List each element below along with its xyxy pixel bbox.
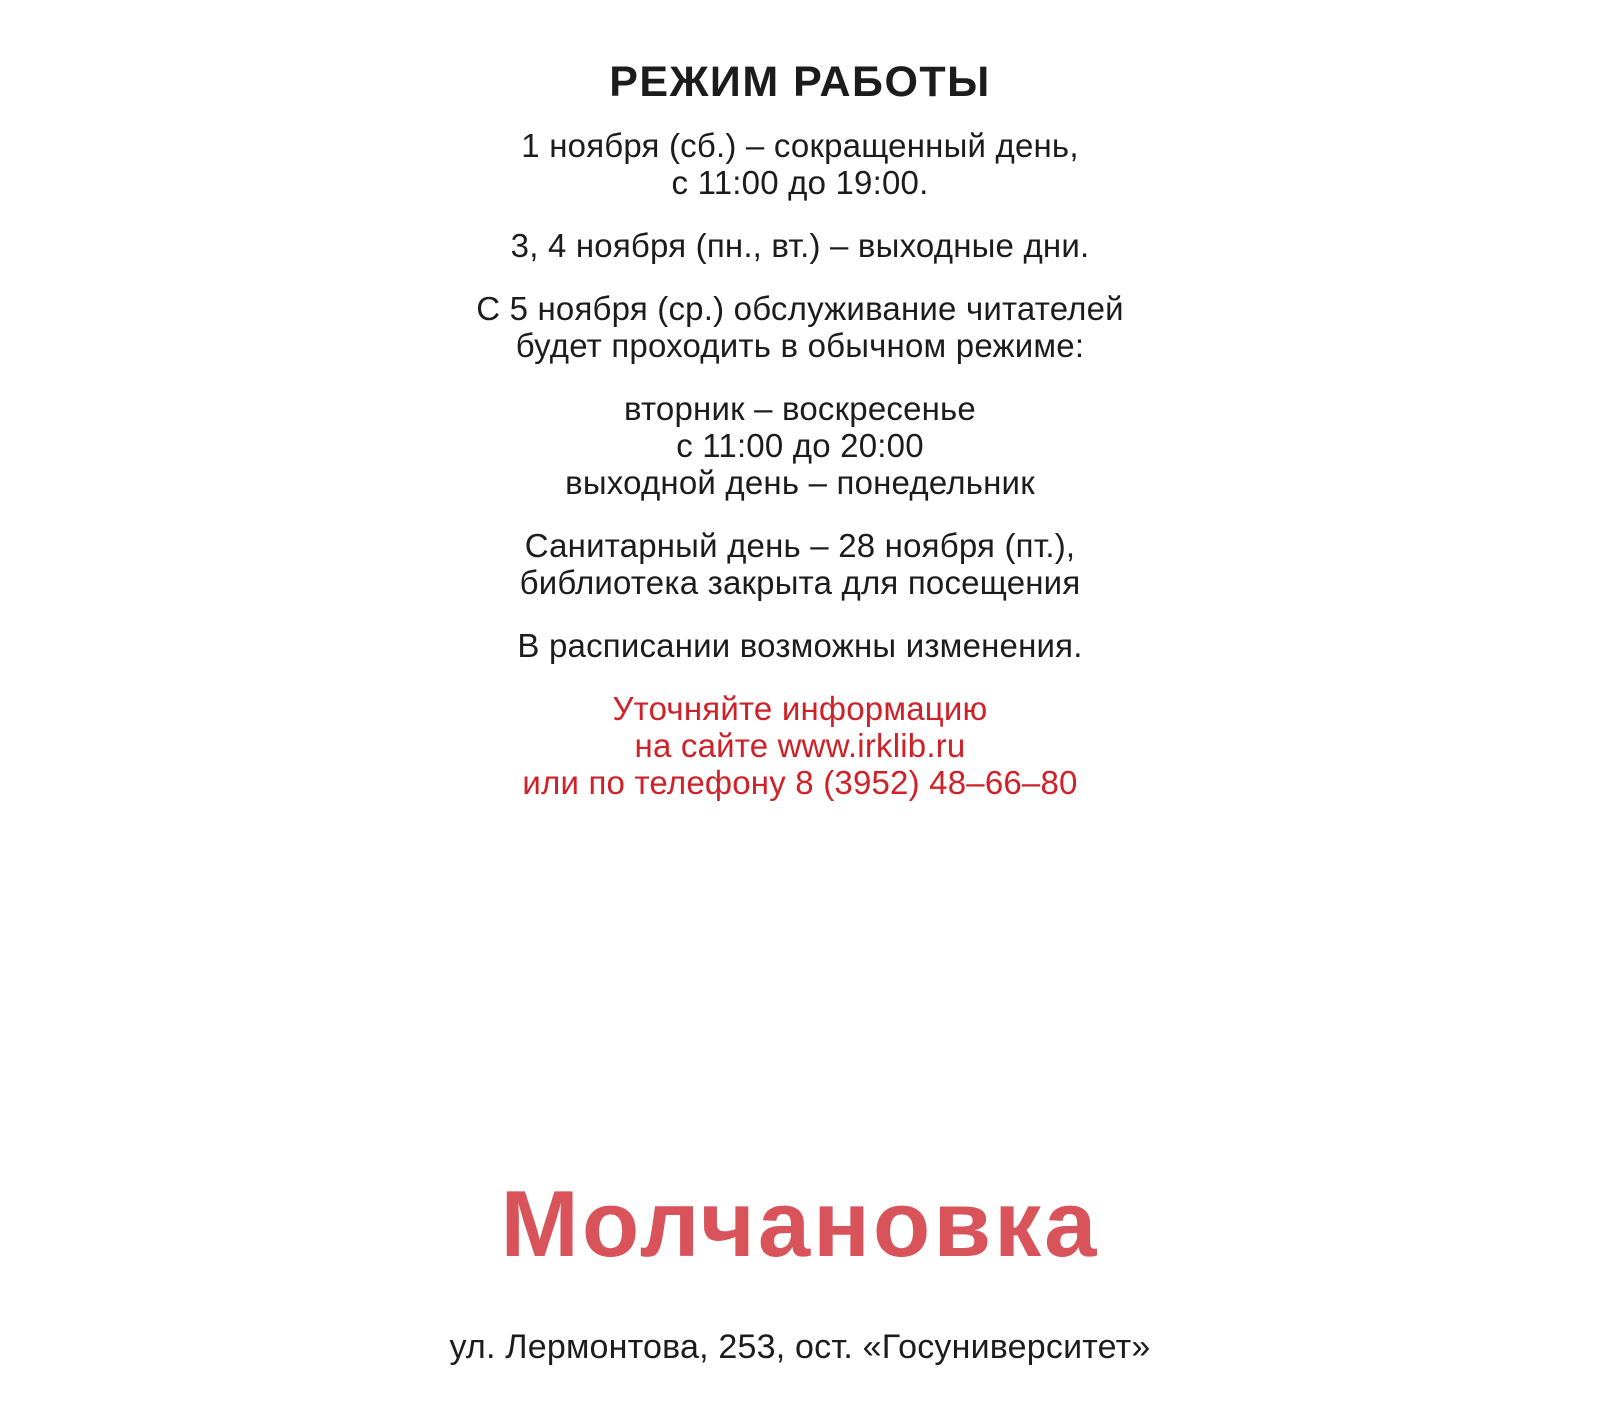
schedule-line: 1 ноября (сб.) – сокращенный день,: [521, 127, 1079, 164]
schedule-line: Санитарный день – 28 ноября (пт.),: [524, 527, 1076, 564]
contact-line-website: на сайте www.irklib.ru: [634, 727, 966, 764]
schedule-paragraph: [521, 127, 1078, 201]
contact-line: Уточняйте информацию: [612, 690, 988, 727]
schedule-line: вторник – воскресенье: [623, 390, 976, 427]
schedule-paragraph: [511, 227, 1090, 264]
schedule-line: с 11:00 до 19:00.: [671, 164, 929, 201]
contact-note: [522, 690, 1077, 801]
schedule-paragraph: [565, 390, 1035, 501]
address-line: ул. Лермонтова, 253, ост. «Госуниверситет»: [449, 1328, 1151, 1366]
schedule-paragraph: [520, 527, 1081, 601]
schedule-line: библиотека закрыта для посещения: [519, 564, 1081, 601]
schedule-paragraph: [517, 627, 1082, 664]
library-logo-wordmark: Молчановка: [500, 1171, 1100, 1276]
schedule-paragraph: [476, 290, 1124, 364]
schedule-line: будет проходить в обычном режиме:: [515, 327, 1085, 364]
schedule-line: С 5 ноября (ср.) обслуживание читателей: [476, 290, 1124, 327]
schedule-line: выходной день – понедельник: [565, 464, 1035, 501]
schedule-line: с 11:00 до 20:00: [676, 427, 924, 464]
contact-line-phone: или по телефону 8 (3952) 48–66–80: [522, 764, 1078, 801]
schedule-line: 3, 4 ноября (пн., вт.) – выходные дни.: [510, 227, 1090, 264]
page-title: РЕЖИМ РАБОТЫ: [609, 58, 991, 106]
schedule-line: В расписании возможны изменения.: [517, 627, 1083, 664]
